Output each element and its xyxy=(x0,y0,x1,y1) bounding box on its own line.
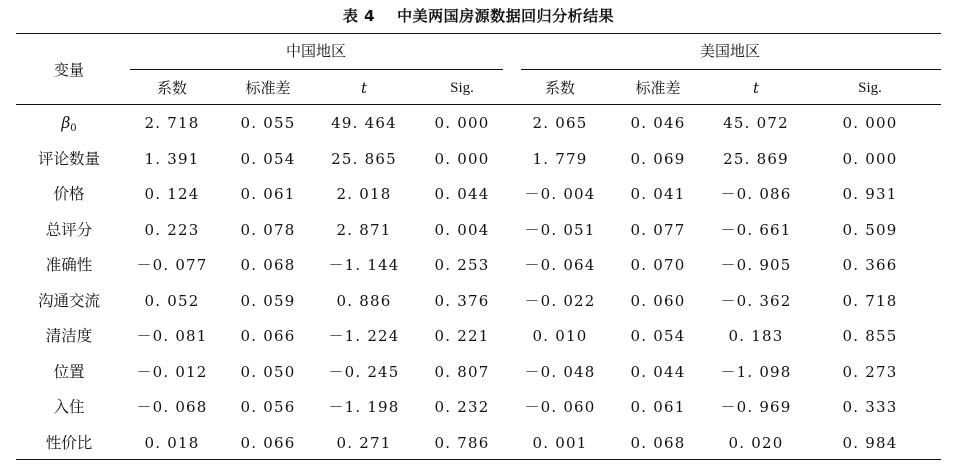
row-label xyxy=(9,149,129,169)
table-cell: －0. 077 xyxy=(136,256,208,274)
row-label xyxy=(9,113,129,139)
table-cell: 0. 366 xyxy=(842,256,898,274)
table-cell: 0. 718 xyxy=(842,291,898,310)
column-header-coefficient: 系数 xyxy=(156,79,187,97)
row-label-text: 准确性 xyxy=(45,256,93,274)
table-cell: －1. 198 xyxy=(328,398,400,416)
row-label-text: 清洁度 xyxy=(45,327,93,345)
table-cell: 0. 059 xyxy=(240,291,296,310)
table-cell: －1. 144 xyxy=(328,256,400,274)
table-cell: 0. 046 xyxy=(630,114,686,132)
table-number: 表 4 xyxy=(342,7,376,25)
table-cell: 0. 070 xyxy=(630,256,686,274)
table-cell: 0. 078 xyxy=(240,220,296,239)
table-cell: 2. 018 xyxy=(336,185,392,203)
table-cell: －0. 905 xyxy=(720,256,792,274)
table-cell: 0. 069 xyxy=(630,149,686,168)
table-cell: 0. 855 xyxy=(842,327,898,345)
header-rule xyxy=(16,104,941,105)
table-cell: 0. 052 xyxy=(144,291,200,310)
table-cell: 0. 271 xyxy=(336,433,392,452)
row-label-text: 沟通交流 xyxy=(37,291,100,310)
table-cell: 0. 066 xyxy=(240,327,296,345)
table-cell: 0. 077 xyxy=(630,220,686,239)
row-label-text: β xyxy=(61,114,71,132)
table-cell: 0. 000 xyxy=(842,114,898,132)
table-cell: 0. 886 xyxy=(336,291,392,310)
table-cell: 0. 060 xyxy=(630,291,686,310)
table-cell: －0. 004 xyxy=(524,185,596,203)
row-label-text: 评论数量 xyxy=(37,149,100,168)
column-header-std-error: 标准差 xyxy=(245,79,291,97)
group-rule-usa xyxy=(521,69,941,70)
table-cell: －0. 245 xyxy=(328,362,400,381)
row-label-text: 价格 xyxy=(53,185,85,203)
group-header-usa: 美国地区 xyxy=(699,42,760,60)
table-cell: 0. 020 xyxy=(728,433,784,452)
table-cell: 0. 000 xyxy=(434,149,490,168)
table-cell: －0. 051 xyxy=(524,220,596,239)
column-header-coefficient: 系数 xyxy=(544,79,575,97)
table-cell: 0. 001 xyxy=(532,433,588,452)
row-label xyxy=(9,397,129,417)
column-header-t: t xyxy=(752,79,760,97)
table-cell: －0. 969 xyxy=(720,398,792,416)
row-label-text: 位置 xyxy=(53,362,85,381)
row-label xyxy=(9,255,129,275)
table-cell: 0. 054 xyxy=(240,149,296,168)
table-cell: 0. 044 xyxy=(434,185,490,203)
table-cell: 0. 221 xyxy=(434,327,490,345)
table-cell: －0. 048 xyxy=(524,362,596,381)
table-cell: 49. 464 xyxy=(331,114,397,132)
table-cell: 0. 041 xyxy=(630,185,686,203)
row-label xyxy=(9,326,129,346)
table-cell: 0. 183 xyxy=(728,327,784,345)
table-cell: －0. 081 xyxy=(136,327,208,345)
table-cell: 25. 869 xyxy=(723,149,789,168)
table-cell: －0. 012 xyxy=(136,362,208,381)
table-cell: 0. 056 xyxy=(240,398,296,416)
table-cell: 0. 000 xyxy=(842,149,898,168)
table-cell: 0. 333 xyxy=(842,398,898,416)
table-cell: 0. 055 xyxy=(240,114,296,132)
table-cell: 0. 509 xyxy=(842,220,898,239)
table-cell: 45. 072 xyxy=(723,114,789,132)
row-label xyxy=(9,220,129,240)
row-label-text: 性价比 xyxy=(45,433,93,452)
table-cell: 2. 871 xyxy=(336,220,392,239)
table-cell: 0. 984 xyxy=(842,433,898,452)
table-cell: 0. 061 xyxy=(630,398,686,416)
column-header-sig: Sig. xyxy=(858,80,882,96)
table-cell: －0. 022 xyxy=(524,291,596,310)
table-cell: 2. 718 xyxy=(144,114,200,132)
table-cell: －0. 661 xyxy=(720,220,792,239)
table-cell: 0. 010 xyxy=(532,327,588,345)
column-header-t: t xyxy=(360,79,368,97)
table-cell: 0. 018 xyxy=(144,433,200,452)
table-cell: －0. 362 xyxy=(720,291,792,310)
table-cell: 0. 223 xyxy=(144,220,200,239)
variable-header: 变量 xyxy=(53,61,84,79)
column-header-sig: Sig. xyxy=(450,80,474,96)
table-cell: 0. 054 xyxy=(630,327,686,345)
bottom-rule xyxy=(16,459,941,460)
row-label xyxy=(9,362,129,382)
table-cell: 25. 865 xyxy=(331,149,397,168)
table-cell: －0. 060 xyxy=(524,398,596,416)
row-label xyxy=(9,184,129,204)
row-label-text: 总评分 xyxy=(45,220,93,239)
table-cell: 0. 066 xyxy=(240,433,296,452)
table-cell: 0. 124 xyxy=(144,185,200,203)
group-rule-china xyxy=(130,69,503,70)
table-cell: 0. 068 xyxy=(630,433,686,452)
table-cell: 0. 232 xyxy=(434,398,490,416)
top-rule xyxy=(16,33,941,34)
table-cell: 0. 253 xyxy=(434,256,490,274)
row-label xyxy=(9,433,129,453)
table-cell: 0. 807 xyxy=(434,362,490,381)
table-cell: 0. 786 xyxy=(434,433,490,452)
table-cell: 0. 000 xyxy=(434,114,490,132)
table-cell: －0. 068 xyxy=(136,398,208,416)
column-header-std-error: 标准差 xyxy=(635,79,681,97)
table-cell: 0. 273 xyxy=(842,362,898,381)
table-cell: 1. 391 xyxy=(144,149,200,168)
row-label xyxy=(9,291,129,311)
table-cell: 0. 050 xyxy=(240,362,296,381)
row-label-text: 入住 xyxy=(53,398,85,416)
group-header-china: 中国地区 xyxy=(285,42,346,60)
table-cell: －0. 064 xyxy=(524,256,596,274)
table-cell: 0. 931 xyxy=(842,185,898,203)
row-label-sub: 0 xyxy=(70,123,77,134)
table-cell: 0. 044 xyxy=(630,362,686,381)
table-cell: 0. 376 xyxy=(434,291,490,310)
table-cell: 2. 065 xyxy=(532,114,588,132)
table-cell: 0. 061 xyxy=(240,185,296,203)
table-cell: 1. 779 xyxy=(532,149,588,168)
table-title: 中美两国房源数据回归分析结果 xyxy=(397,7,615,25)
table-cell: 0. 004 xyxy=(434,220,490,239)
table-cell: 0. 068 xyxy=(240,256,296,274)
table-cell: －1. 224 xyxy=(328,327,400,345)
table-cell: －1. 098 xyxy=(720,362,792,381)
table-caption xyxy=(0,5,957,26)
table-cell: －0. 086 xyxy=(720,185,792,203)
